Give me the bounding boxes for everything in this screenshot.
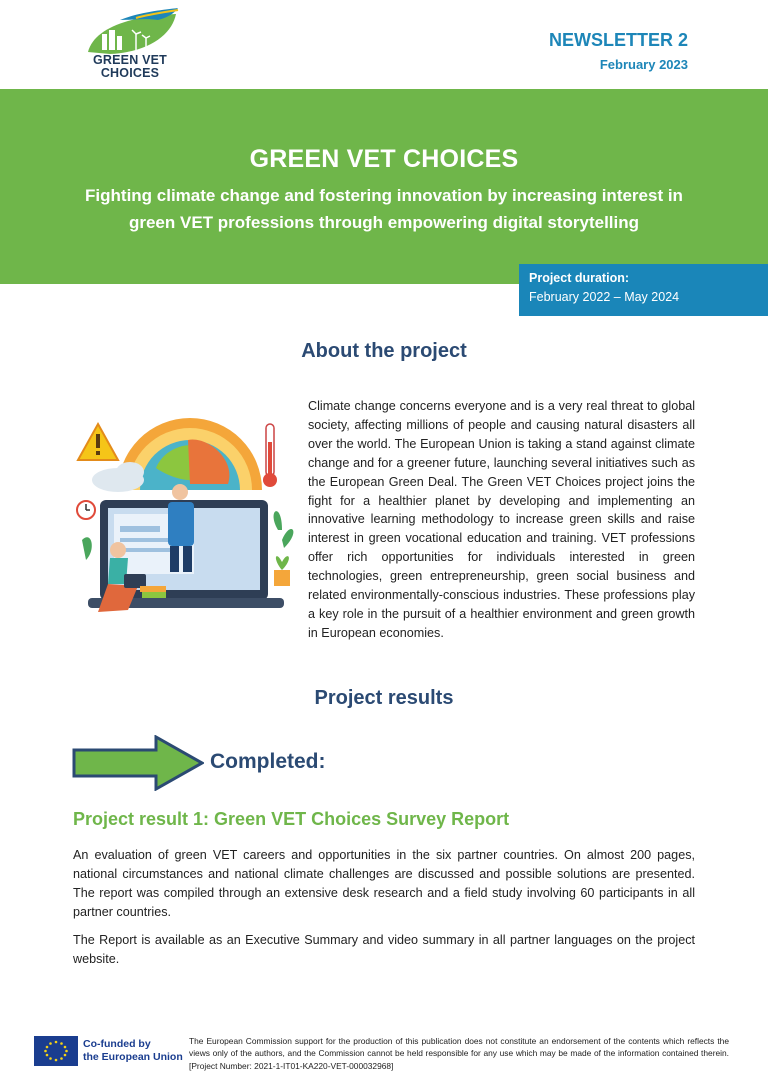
logo-wordmark: GREEN VET CHOICES: [92, 53, 168, 80]
result-1-heading: Project result 1: Green VET Choices Survey Report: [73, 809, 510, 829]
hero-title: GREEN VET CHOICES: [249, 145, 519, 173]
project-duration-box: [519, 264, 768, 316]
arrow-right-icon: [72, 735, 204, 791]
newsletter-date: February 2023: [599, 57, 688, 72]
completed-label: Completed:: [210, 750, 326, 773]
eu-disclaimer: The European Commission support for the production of this publication does not constitute an endorsement of the contents which reflects the views only of the authors, and the Commission cannot be held responsible for any use which may be made of the information contained therein. [Project Number: 2021-1-IT01-KA220-VET-000032968]: [189, 1036, 729, 1071]
result-1-description: An evaluation of green VET careers and opportunities in the six partner countries. On almost 200 pages, national circumstances and national climate challenges are discussed and possible solutions are presented. The report was compiled through an extensive desk research and a field study involving 60 participants in all partner countries.: [73, 848, 695, 919]
newsletter-label: [549, 30, 688, 72]
duration-value: February 2022 – May 2024: [529, 290, 680, 304]
duration-label: Project duration:: [529, 271, 630, 285]
project-results-heading: Project results: [314, 687, 454, 709]
result-1-availability: The Report is available as an Executive Summary and video summary in all partner languages on the project website.: [73, 933, 695, 966]
climate-illustration: [68, 380, 296, 624]
about-heading: About the project: [301, 340, 467, 362]
newsletter-title: NEWSLETTER 2: [548, 30, 688, 50]
hero-subtitle: Fighting climate change and fostering innovation by increasing interest in green VET professions through empowering digital storytelling: [85, 186, 683, 232]
eu-flag-icon: [34, 1036, 78, 1066]
eu-cofunded-label: Co-funded by the European Union: [83, 1038, 183, 1063]
about-text: Climate change concerns everyone and is a very real threat to global society, affecting millions of people and causing natural disasters all over the world. The European Union is taking a stand against climate change and for a greener future, launching several initiatives such as the European Green Deal. The Green VET Choices project joins the fight for a healthier planet by developing and implementing an innovative learning methodology to increase green skills and raise interest in green vocational education and training. VET professions offer rich opportunities for individuals interested in green technologies, green entrepreneurship, green social business and related environmentally-conscious industries. These professions play a key role in the pursuit of a healthier environment and green growth in European economies.: [308, 399, 695, 640]
hero-banner: [0, 89, 768, 284]
